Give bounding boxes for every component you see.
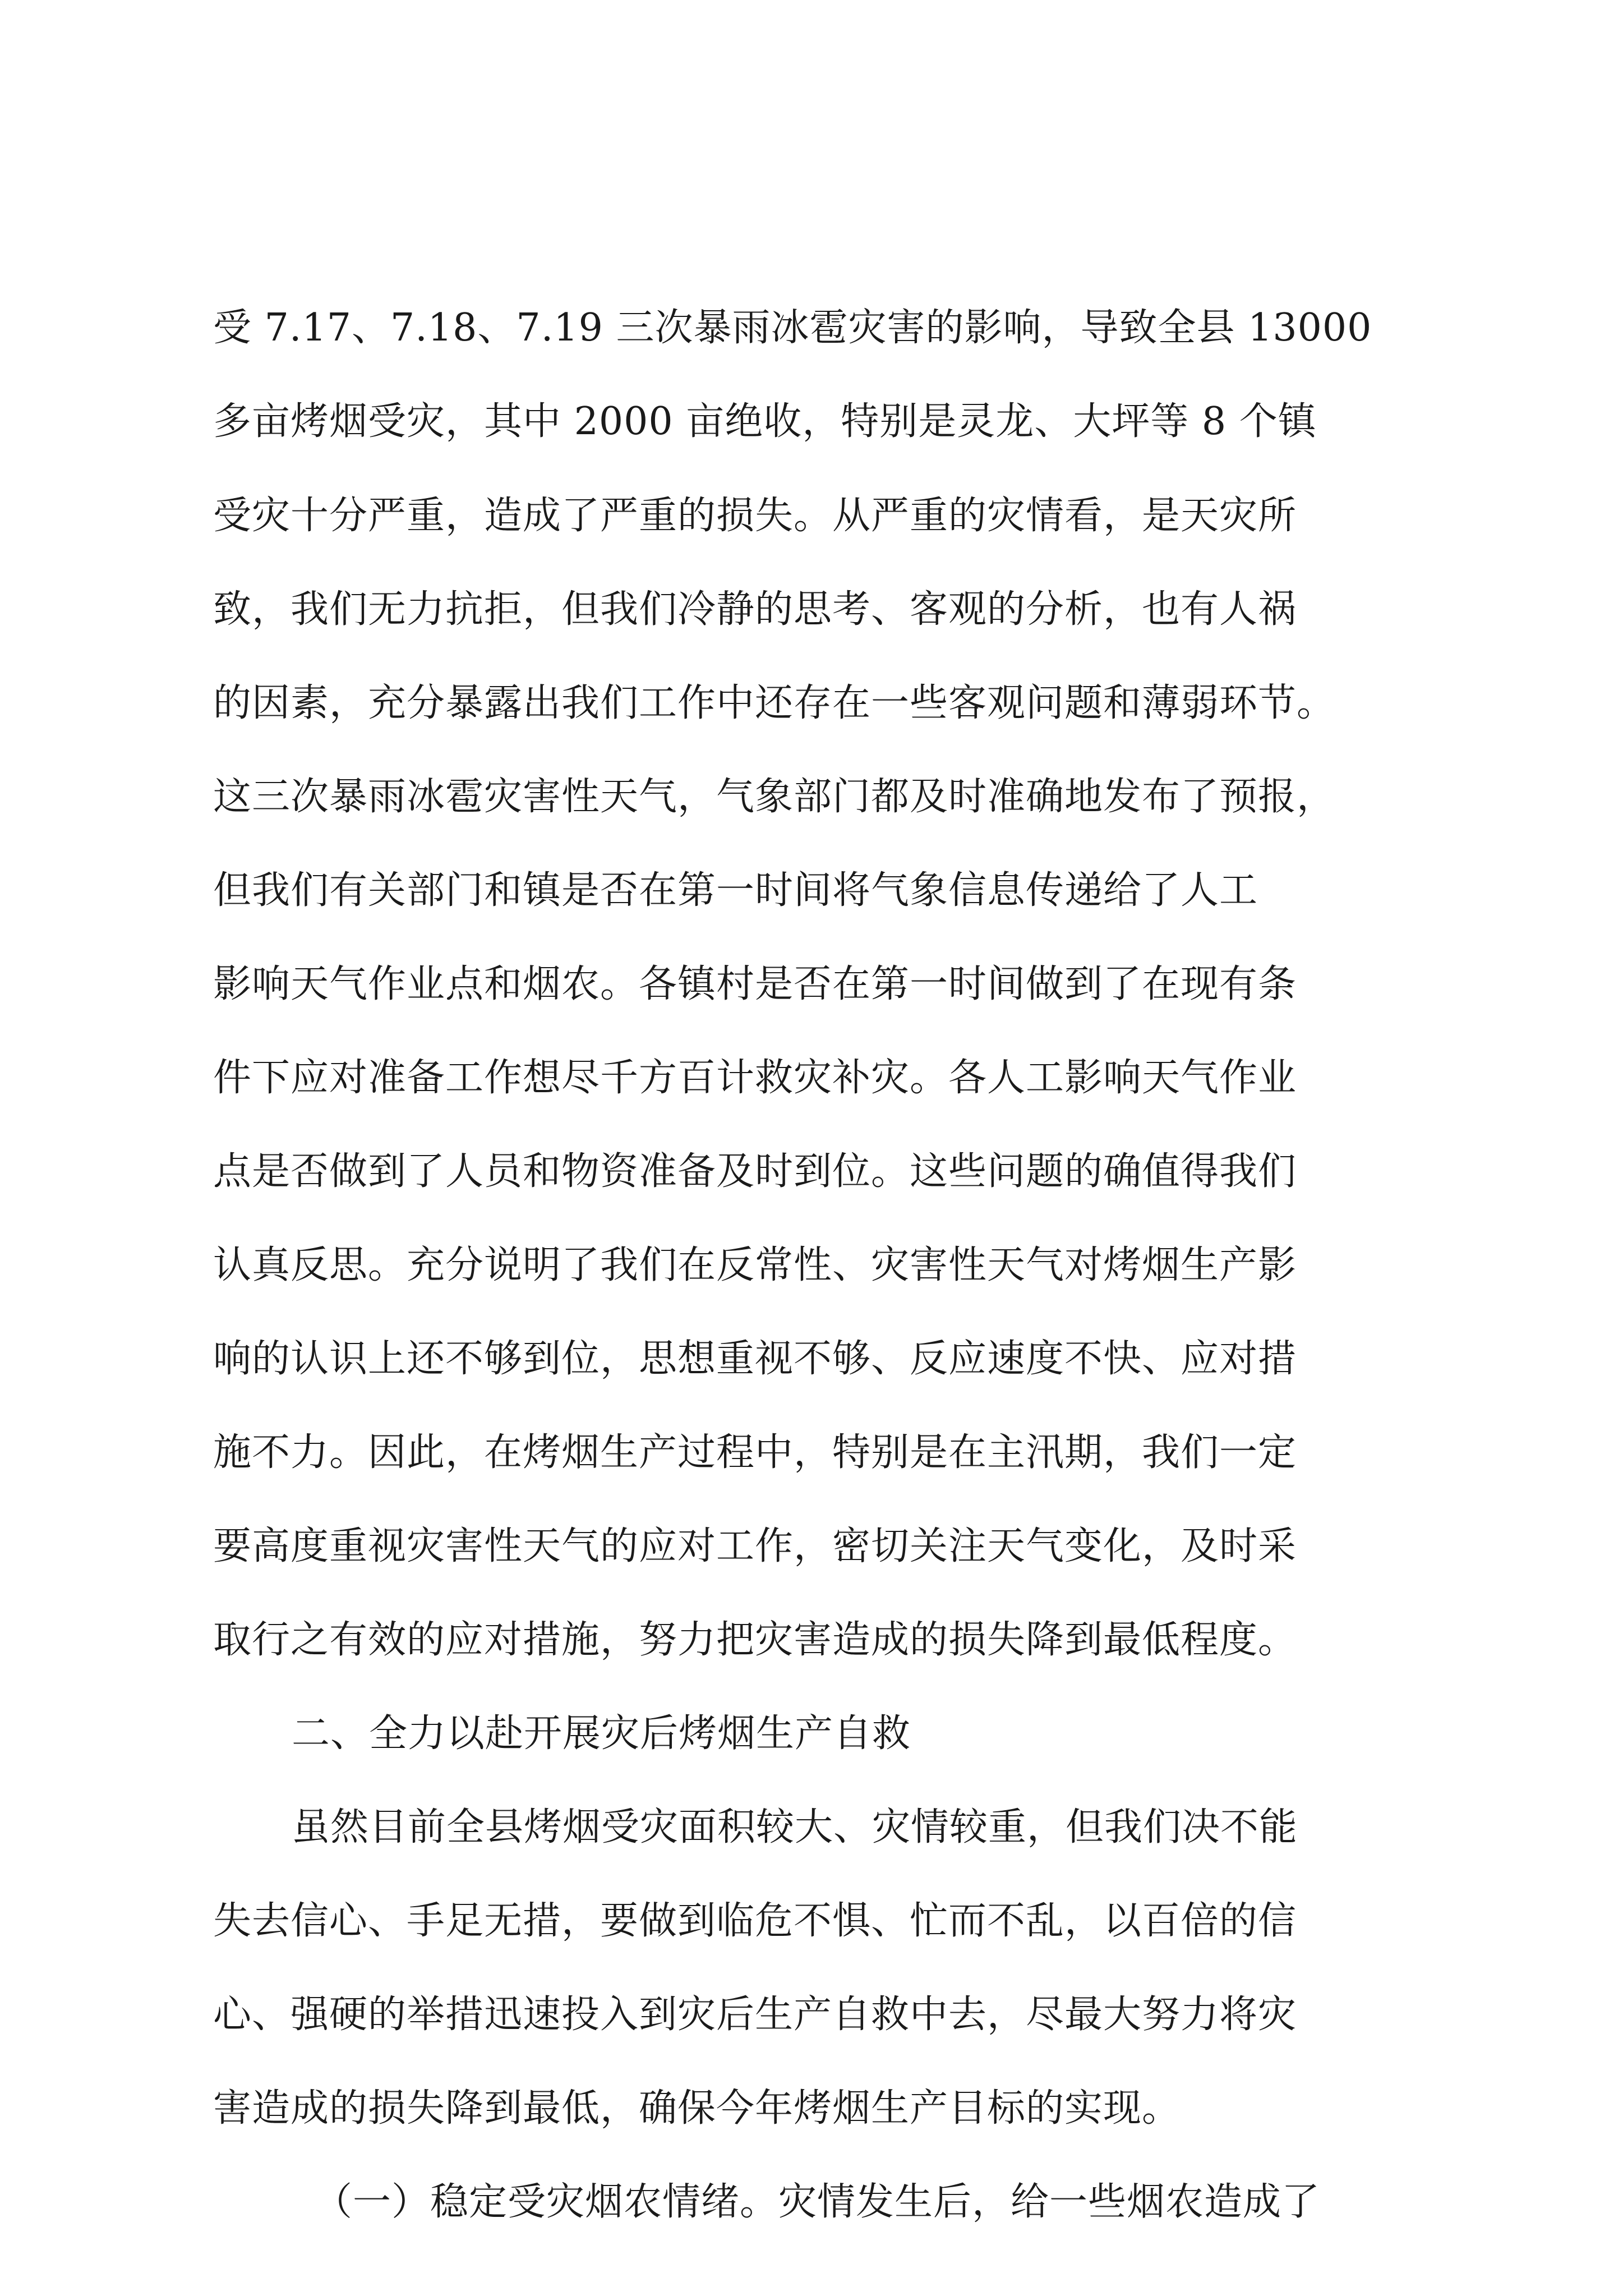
body-line: 取行之有效的应对措施，努力把灾害造成的损失降到最低程度。 — [213, 1618, 1297, 1662]
body-line: 件下应对准备工作想尽千方百计救灾补灾。各人工影响天气作业 — [213, 1056, 1297, 1100]
body-line: 心、强硬的举措迅速投入到灾后生产自救中去，尽最大努力将灾 — [213, 1993, 1297, 2037]
body-line: 响的认识上还不够到位，思想重视不够、反应速度不快、应对措 — [213, 1337, 1297, 1381]
body-line: 的因素，充分暴露出我们工作中还存在一些客观问题和薄弱环节。 — [213, 681, 1336, 725]
body-line: 点是否做到了人员和物资准备及时到位。这些问题的确值得我们 — [213, 1149, 1297, 1194]
body-line: 虽然目前全县烤烟受灾面积较大、灾情较重，但我们决不能 — [292, 1805, 1298, 1849]
body-line: 要高度重视灾害性天气的应对工作，密切关注天气变化，及时采 — [213, 1524, 1297, 1568]
section-heading: 二、全力以赴开展灾后烤烟生产自救 — [292, 1711, 911, 1756]
body-line: 但我们有关部门和镇是否在第一时间将气象信息传递给了人工 — [213, 868, 1258, 913]
body-line: 施不力。因此，在烤烟生产过程中，特别是在主汛期，我们一定 — [213, 1430, 1297, 1475]
body-line: 受灾十分严重，造成了严重的损失。从严重的灾情看，是天灾所 — [213, 494, 1297, 538]
body-line: 害造成的损失降到最低，确保今年烤烟生产目标的实现。 — [213, 2086, 1181, 2131]
body-line: 失去信心、手足无措，要做到临危不惧、忙而不乱，以百倍的信 — [213, 1899, 1297, 1943]
body-line: 致，我们无力抗拒，但我们冷静的思考、客观的分析，也有人祸 — [213, 587, 1297, 632]
body-line: 多亩烤烟受灾，其中 2000 亩绝收，特别是灵龙、大坪等 8 个镇 — [213, 399, 1317, 444]
body-line: 这三次暴雨冰雹灾害性天气，气象部门都及时准确地发布了预报， — [213, 775, 1336, 819]
body-line: 受 7.17、7.18、7.19 三次暴雨冰雹灾害的影响，导致全县 13000 — [213, 306, 1372, 350]
body-line: 影响天气作业点和烟农。各镇村是否在第一时间做到了在现有条 — [213, 962, 1297, 1006]
body-line: 认真反思。充分说明了我们在反常性、灾害性天气对烤烟生产影 — [213, 1243, 1297, 1287]
subsection-line: （一）稳定受灾烟农情绪。灾情发生后，给一些烟农造成了 — [314, 2180, 1321, 2224]
